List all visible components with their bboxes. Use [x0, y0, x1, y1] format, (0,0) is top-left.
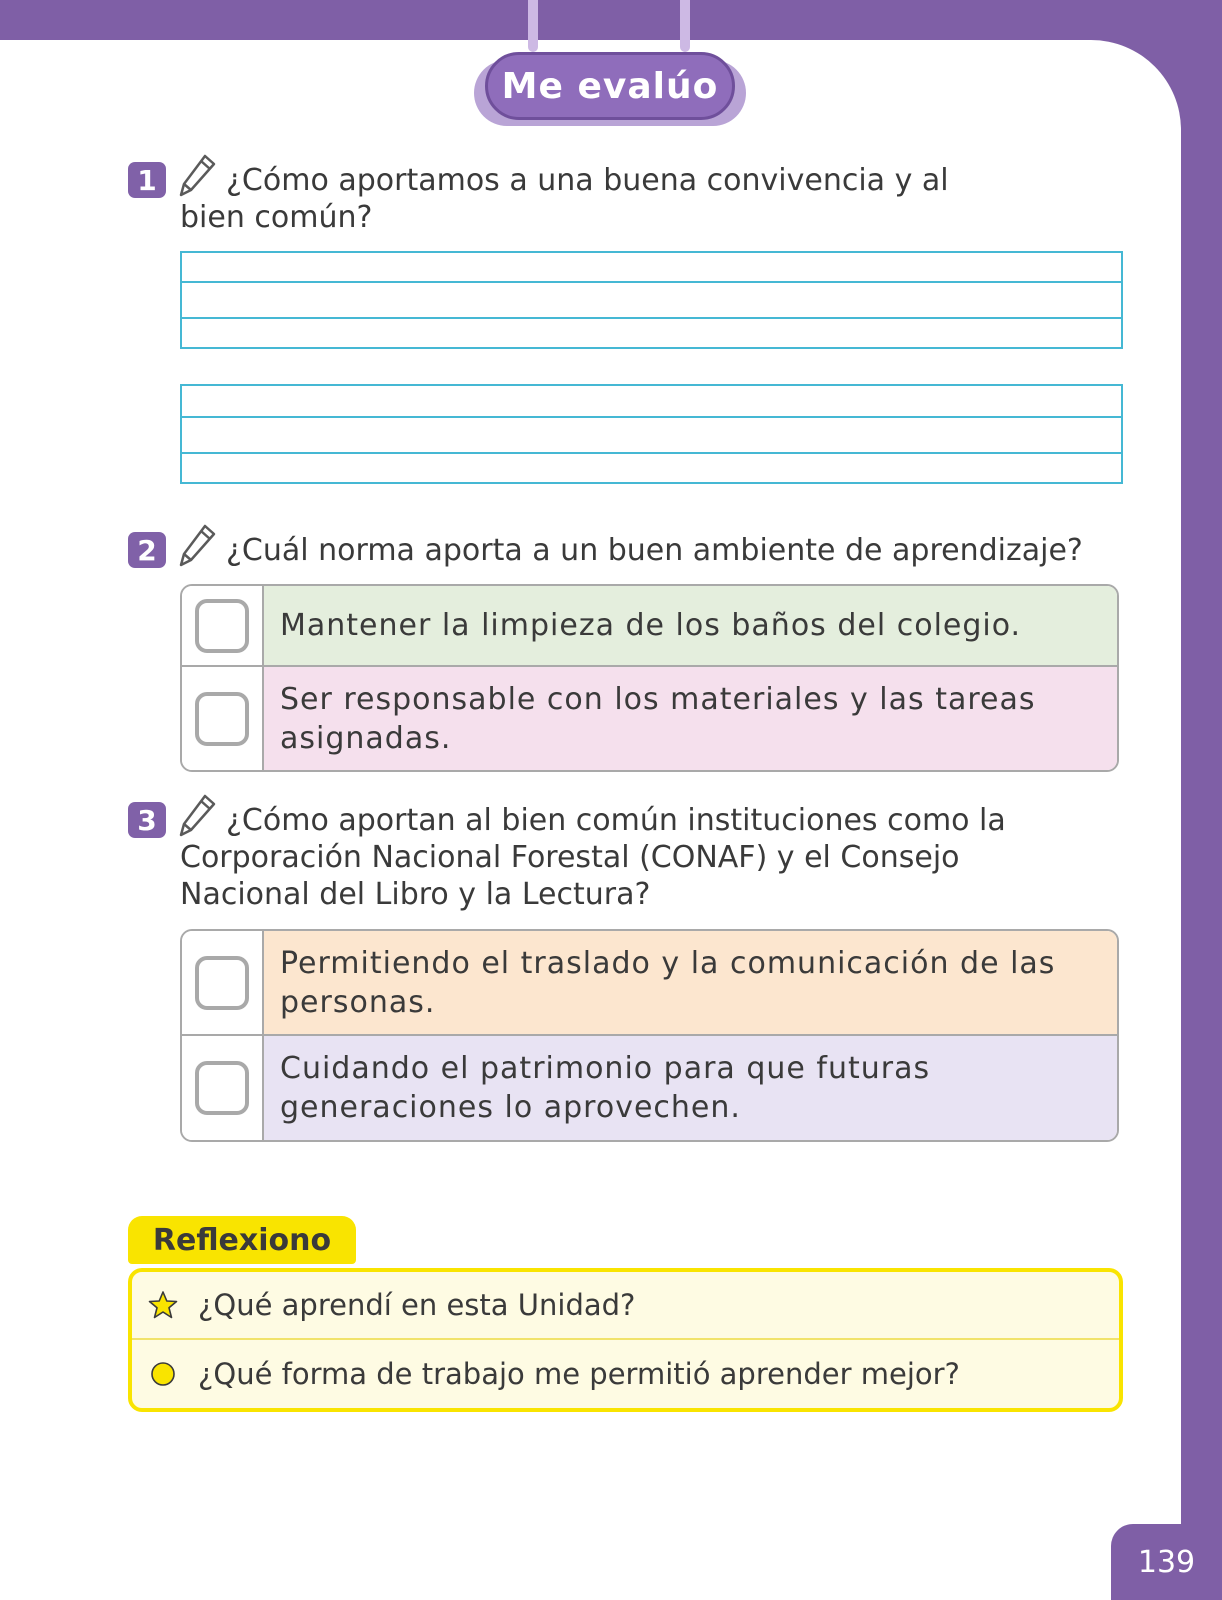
option-text: Mantener la limpieza de los baños del colegio. [264, 586, 1117, 665]
writing-line [182, 454, 1121, 482]
writing-line [182, 418, 1121, 454]
pencil-icon [178, 522, 218, 568]
pencil-icon [178, 152, 218, 198]
question-number-1: 1 [128, 162, 166, 198]
writing-line [182, 253, 1121, 283]
reflexiono-item-text: ¿Qué aprendí en esta Unidad? [198, 1288, 636, 1322]
question-1-text-line2: bien común? [180, 200, 373, 235]
section-title: Me evalúo [485, 52, 735, 120]
question-number-3: 3 [128, 802, 166, 838]
option-text: Permitiendo el traslado y la comunicación de las personas. [264, 931, 1117, 1034]
reflexiono-label: Reflexiono [128, 1216, 356, 1264]
reflexiono-box [128, 1268, 1123, 1412]
star-icon [148, 1290, 178, 1320]
option-text: Ser responsable con los materiales y las tareas asignadas. [264, 667, 1117, 770]
page-number: 139 [1111, 1524, 1222, 1600]
question-number-2: 2 [128, 532, 166, 568]
option-checkbox[interactable] [195, 599, 249, 653]
option-row [182, 931, 1117, 1036]
binder-ring-right [680, 0, 690, 52]
options-question-3 [180, 929, 1119, 1142]
question-3-text-line1: ¿Cómo aportan al bien común instituciones como la [226, 803, 1006, 838]
answer-lines-1[interactable] [180, 251, 1123, 349]
options-question-2 [180, 584, 1119, 772]
checkbox-cell [182, 1036, 264, 1140]
option-text: Cuidando el patrimonio para que futuras generaciones lo aprovechen. [264, 1036, 1117, 1140]
question-3-text-line3: Nacional del Libro y la Lectura? [180, 877, 651, 912]
checkbox-cell [182, 931, 264, 1034]
option-row [182, 1036, 1117, 1140]
option-row [182, 667, 1117, 770]
writing-line [182, 319, 1121, 347]
yellow-circle-icon [148, 1359, 178, 1389]
binder-ring-left [528, 0, 538, 52]
question-1-text-line1: ¿Cómo aportamos a una buena convivencia y al [226, 163, 949, 198]
writing-line [182, 386, 1121, 418]
answer-lines-2[interactable] [180, 384, 1123, 484]
reflexiono-item-text: ¿Qué forma de trabajo me permitió aprender mejor? [198, 1357, 960, 1391]
option-row [182, 586, 1117, 667]
reflexiono-item [132, 1272, 1119, 1340]
checkbox-cell [182, 667, 264, 770]
writing-line [182, 283, 1121, 319]
question-3-text-line2: Corporación Nacional Forestal (CONAF) y el Consejo [180, 840, 960, 875]
reflexiono-item [132, 1340, 1119, 1408]
pencil-icon [178, 792, 218, 838]
option-checkbox[interactable] [195, 956, 249, 1010]
checkbox-cell [182, 586, 264, 665]
question-2-text: ¿Cuál norma aporta a un buen ambiente de aprendizaje? [226, 533, 1083, 568]
option-checkbox[interactable] [195, 1061, 249, 1115]
option-checkbox[interactable] [195, 692, 249, 746]
